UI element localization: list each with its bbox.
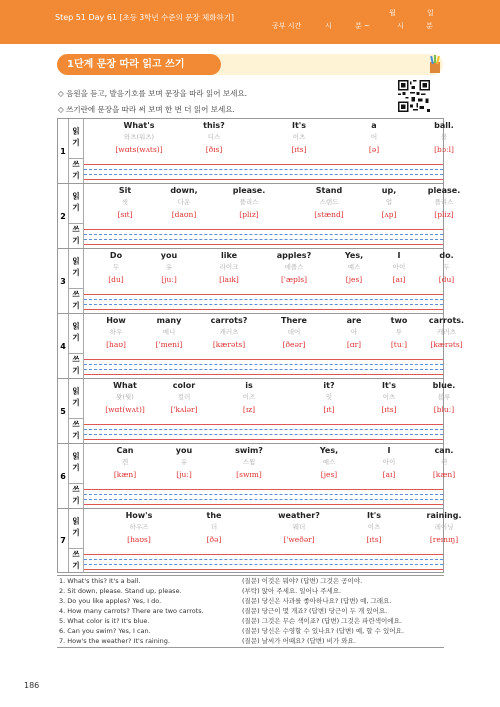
- word-cell: [374, 249, 424, 286]
- phonetic-symbol: [ɪts]: [291, 145, 307, 154]
- word-cell: [96, 314, 136, 351]
- korean-pronunciation: 캐러츠: [219, 328, 239, 336]
- stage-bar: [57, 54, 443, 75]
- korean-pronunciation: 라이크: [219, 263, 239, 271]
- guide-line-blue: [84, 559, 443, 560]
- english-word: It's: [381, 381, 396, 390]
- phonetic-symbol: [juː]: [176, 470, 192, 479]
- korean-pronunciation: 웨더: [292, 523, 306, 531]
- phonetic-symbol: [wɑts(wʌts)]: [115, 145, 163, 154]
- korean-pronunciation: 잇: [325, 393, 333, 401]
- write-label: 쓰기: [69, 549, 84, 573]
- korean-pronunciation: 플리스: [239, 198, 259, 206]
- phonetic-symbol: [kæn]: [432, 470, 456, 479]
- word-cell: [214, 184, 284, 221]
- guide-line-red: [84, 359, 443, 360]
- korean-pronunciation: 더: [210, 523, 218, 531]
- english-word: There: [281, 316, 307, 325]
- english-word: Do: [109, 251, 123, 260]
- word-cell: [100, 184, 150, 221]
- phonetic-symbol: [ðeər]: [282, 340, 306, 349]
- phonetic-symbol: [juː]: [161, 275, 177, 284]
- phonetic-symbol: ['kʌlər]: [170, 405, 198, 414]
- phonetic-symbol: [daʊn]: [171, 210, 197, 219]
- lesson-number: 5: [58, 379, 69, 443]
- word-grid: [84, 379, 456, 419]
- phonetic-symbol: [ðɪs]: [205, 145, 223, 154]
- lesson-number: 7: [58, 509, 69, 572]
- answer-english: 2. Sit down, please. Stand up, please.: [59, 587, 182, 595]
- writing-area[interactable]: [84, 224, 443, 248]
- word-cell: [154, 379, 214, 416]
- write-label: 쓰기: [69, 484, 84, 508]
- korean-pronunciation: 스탠드: [319, 198, 339, 206]
- guide-line-red: [84, 569, 443, 570]
- english-word: the: [206, 511, 222, 520]
- english-word: swim?: [235, 446, 263, 455]
- korean-pronunciation: 투: [395, 328, 403, 336]
- korean-pronunciation: 아: [350, 328, 358, 336]
- english-word: How: [106, 316, 126, 325]
- word-cell: [329, 314, 379, 351]
- word-cell: [104, 509, 174, 546]
- word-cell: [179, 509, 249, 546]
- english-word: down,: [170, 186, 198, 195]
- english-word: Yes,: [344, 251, 364, 260]
- read-label: 읽기: [69, 444, 84, 484]
- korean-pronunciation: 스윔: [242, 458, 256, 466]
- phonetic-symbol: [laɪk]: [219, 275, 239, 284]
- write-label: 쓰기: [69, 289, 84, 313]
- korean-pronunciation: 캐러츠: [437, 328, 456, 336]
- read-label: 읽기: [69, 509, 84, 549]
- korean-pronunciation: 왓(웟): [116, 393, 134, 401]
- answer-row: [57, 636, 444, 646]
- answer-english: 1. What's this? It's a ball.: [59, 577, 141, 585]
- korean-pronunciation: 와츠(워츠): [123, 133, 155, 141]
- guide-line-blue: [84, 499, 443, 500]
- guide-line-red: [84, 244, 443, 245]
- korean-pronunciation: 아이: [382, 458, 396, 466]
- date-day: 일: [427, 9, 434, 17]
- phonetic-symbol: [kærəts]: [430, 340, 463, 349]
- phonetic-symbol: [ə]: [368, 145, 380, 154]
- word-cell: [414, 379, 474, 416]
- phonetic-symbol: [reɪnɪŋ]: [429, 535, 459, 544]
- english-word: can.: [434, 446, 454, 455]
- english-word: blue.: [432, 381, 456, 390]
- english-word: is: [245, 381, 253, 390]
- guide-line-red: [84, 504, 443, 505]
- answer-row: [57, 616, 444, 626]
- korean-pronunciation: 두: [112, 263, 120, 271]
- word-cell: [264, 314, 324, 351]
- word-cell: [294, 184, 364, 221]
- english-word: please.: [427, 186, 461, 195]
- korean-pronunciation: 메니: [162, 328, 176, 336]
- lesson-number: 4: [58, 314, 69, 378]
- word-cell: [364, 184, 414, 221]
- phonetic-symbol: ['æpls]: [280, 275, 307, 284]
- guide-line-blue: [84, 174, 443, 175]
- word-grid: [84, 509, 462, 549]
- word-grid: [84, 314, 465, 354]
- word-cell: [179, 119, 249, 156]
- phonetic-symbol: [pliz]: [239, 210, 259, 219]
- lesson-number: 6: [58, 444, 69, 508]
- hour-end: 시: [397, 22, 404, 30]
- word-cell: [294, 444, 364, 481]
- pencil-cup-icon: [425, 54, 445, 74]
- english-word: I: [387, 446, 391, 455]
- answer-korean: (질문) 그것은 무슨 색이죠? (답변) 그것은 파란색이에요.: [242, 617, 402, 625]
- english-word: Can: [116, 446, 134, 455]
- english-word: many: [156, 316, 182, 325]
- korean-pronunciation: 캔: [121, 458, 129, 466]
- phonetic-symbol: [haʊ]: [106, 340, 126, 349]
- lesson-row: [57, 183, 461, 248]
- english-word: It's: [291, 121, 306, 130]
- word-cell: [329, 249, 379, 286]
- guide-line-blue: [84, 299, 443, 300]
- answer-english: 6. Can you swim? Yes, I can.: [59, 627, 151, 635]
- writing-area[interactable]: [84, 354, 443, 378]
- korean-pronunciation: 플리스: [434, 198, 454, 206]
- guide-line-blue: [84, 434, 443, 435]
- english-word: up,: [381, 186, 397, 195]
- english-word: a: [371, 121, 377, 130]
- answer-korean: (질문) 이것은 뭐야? (답변) 그것은 공이야.: [242, 577, 363, 585]
- answer-row: [57, 626, 444, 636]
- guide-line-red: [84, 374, 443, 375]
- minute-start: 분 ~: [355, 22, 370, 30]
- korean-pronunciation: 어: [370, 133, 378, 141]
- guide-line-blue: [84, 364, 443, 365]
- writing-area[interactable]: [84, 484, 443, 508]
- writing-area[interactable]: [84, 159, 443, 183]
- korean-pronunciation: 아이: [392, 263, 406, 271]
- word-cell: [264, 249, 324, 286]
- word-cell: [100, 379, 150, 416]
- phonetic-symbol: ['meni]: [155, 340, 183, 349]
- phonetic-symbol: [wɑt(wʌt)]: [105, 405, 145, 414]
- answer-row: [57, 606, 444, 616]
- lesson-row: [57, 248, 455, 313]
- minute-end: 분: [426, 22, 433, 30]
- answer-key: [57, 575, 444, 648]
- phonetic-symbol: [pliz]: [434, 210, 454, 219]
- guide-line-blue: [84, 169, 443, 170]
- english-word: color: [172, 381, 196, 390]
- korean-pronunciation: 캔: [440, 458, 448, 466]
- answer-english: 7. How's the weather? It's raining.: [59, 637, 170, 645]
- english-word: carrots.: [428, 316, 465, 325]
- page-number: 186: [24, 681, 40, 690]
- study-time-label: 공부 시간: [272, 22, 302, 30]
- step-label: Step 51 Day 61: [55, 13, 117, 22]
- english-word: I: [397, 251, 401, 260]
- answer-english: 3. Do you like apples? Yes, I do.: [59, 597, 162, 605]
- guide-line-red: [84, 424, 443, 425]
- guide-line-red: [84, 164, 443, 165]
- read-label: 읽기: [69, 119, 84, 159]
- word-grid: [84, 119, 454, 159]
- phonetic-symbol: ['weðər]: [283, 535, 315, 544]
- phonetic-symbol: [ɪts]: [366, 535, 382, 544]
- guide-line-blue: [84, 304, 443, 305]
- write-label: 쓰기: [69, 419, 84, 443]
- korean-pronunciation: 데어: [287, 328, 301, 336]
- korean-pronunciation: 볼: [440, 133, 448, 141]
- lesson-row: [57, 443, 456, 508]
- english-word: you: [175, 446, 193, 455]
- write-label: 쓰기: [69, 224, 84, 248]
- english-word: weather?: [278, 511, 320, 520]
- word-grid: [84, 184, 461, 224]
- answer-korean: (질문) 당신은 사과를 좋아하나요? (답변) 예, 그래요.: [242, 597, 392, 605]
- lesson-row: [57, 118, 454, 183]
- guide-line-red: [84, 489, 443, 490]
- guide-line-blue: [84, 239, 443, 240]
- guide-line-red: [84, 554, 443, 555]
- phonetic-symbol: [ɪt]: [323, 405, 335, 414]
- guide-line-blue: [84, 429, 443, 430]
- word-cell: [364, 444, 414, 481]
- word-cell: [339, 509, 409, 546]
- english-word: like: [220, 251, 237, 260]
- write-label: 쓰기: [69, 159, 84, 183]
- phonetic-symbol: [ɪz]: [242, 405, 256, 414]
- phonetic-symbol: [kæn]: [113, 470, 137, 479]
- word-cell: [154, 444, 214, 481]
- korean-pronunciation: 컬러: [177, 393, 191, 401]
- answer-korean: (질문) 당신은 수영할 수 있나요? (답변) 예, 할 수 있어요.: [242, 627, 404, 635]
- hour-start: 시: [325, 22, 332, 30]
- guide-line-red: [84, 439, 443, 440]
- korean-pronunciation: 이츠: [292, 133, 306, 141]
- word-cell: [419, 314, 474, 351]
- instruction-1: ◇ 음원을 듣고, 발음기호를 보며 문장을 따라 읽어 보세요.: [58, 89, 247, 98]
- phonetic-symbol: [sɪt]: [117, 210, 133, 219]
- answer-row: [57, 586, 444, 596]
- answer-korean: (부탁) 앉아 주세요. 일어나 주세요.: [242, 587, 342, 595]
- page-header: [0, 0, 500, 44]
- english-word: apples?: [276, 251, 312, 260]
- korean-pronunciation: 이즈: [242, 393, 256, 401]
- word-cell: [144, 314, 194, 351]
- korean-pronunciation: 블루: [437, 393, 451, 401]
- phonetic-symbol: [haʊs]: [127, 535, 151, 544]
- korean-pronunciation: 다운: [177, 198, 191, 206]
- english-word: carrots?: [210, 316, 248, 325]
- answer-korean: (질문) 당근이 몇 개죠? (답변) 당근이 두 개 있어요.: [242, 607, 388, 615]
- answer-row: [57, 576, 444, 586]
- guide-line-blue: [84, 234, 443, 235]
- instruction-2: ◇ 쓰기란에 문장을 따라 써 보며 한 번 더 읽어 보세요.: [58, 105, 235, 114]
- guide-line-blue: [84, 494, 443, 495]
- english-word: this?: [203, 121, 225, 130]
- guide-line-red: [84, 309, 443, 310]
- korean-pronunciation: 예스: [322, 458, 336, 466]
- write-label: 쓰기: [69, 354, 84, 378]
- english-word: ball.: [434, 121, 454, 130]
- phonetic-symbol: [jes]: [320, 470, 338, 479]
- phonetic-symbol: [ɪts]: [381, 405, 397, 414]
- word-cell: [414, 184, 474, 221]
- english-word: you: [160, 251, 178, 260]
- english-word: Yes,: [319, 446, 339, 455]
- english-word: How's: [125, 511, 153, 520]
- guide-line-red: [84, 229, 443, 230]
- guide-line-blue: [84, 369, 443, 370]
- word-cell: [104, 119, 174, 156]
- phonetic-symbol: [du]: [438, 275, 455, 284]
- korean-pronunciation: 예스: [347, 263, 361, 271]
- word-grid: [84, 444, 456, 484]
- guide-line-red: [84, 294, 443, 295]
- date-month: 월: [389, 9, 396, 17]
- english-word: What's: [123, 121, 155, 130]
- word-cell: [404, 119, 484, 156]
- lesson-row: [57, 378, 456, 443]
- word-cell: [264, 509, 334, 546]
- phonetic-symbol: [stænd]: [314, 210, 344, 219]
- qr-code[interactable]: [398, 80, 430, 112]
- phonetic-symbol: [tuː]: [390, 340, 408, 349]
- phonetic-symbol: [swɪm]: [236, 470, 262, 479]
- word-cell: [100, 444, 150, 481]
- word-cell: [339, 119, 409, 156]
- writing-area[interactable]: [84, 289, 443, 313]
- read-label: 읽기: [69, 184, 84, 224]
- lesson-row: [57, 313, 465, 378]
- step-subtitle: [초등 3학년 수준의 문장 체화하기]: [119, 13, 234, 22]
- phonetic-symbol: [bɔːl]: [434, 145, 454, 154]
- english-word: do.: [439, 251, 454, 260]
- phonetic-symbol: [aɪ]: [392, 275, 406, 284]
- answer-english: 5. What color is it? It's blue.: [59, 617, 150, 625]
- answer-row: [57, 596, 444, 606]
- english-word: please.: [232, 186, 266, 195]
- phonetic-symbol: [aɪ]: [382, 470, 396, 479]
- lesson-number: 2: [58, 184, 69, 248]
- lesson-row: [57, 508, 462, 573]
- lesson-number: 1: [58, 119, 69, 183]
- guide-line-red: [84, 179, 443, 180]
- word-cell: [214, 444, 284, 481]
- phonetic-symbol: [ɑr]: [346, 340, 362, 349]
- read-label: 읽기: [69, 314, 84, 354]
- word-cell: [199, 314, 259, 351]
- english-word: Stand: [315, 186, 343, 195]
- word-cell: [144, 249, 194, 286]
- word-cell: [419, 249, 474, 286]
- korean-pronunciation: 씻: [121, 198, 129, 206]
- phonetic-symbol: [ðə]: [206, 535, 222, 544]
- korean-pronunciation: 유: [165, 263, 173, 271]
- answer-korean: (질문) 날씨가 어때요? (답변) 비가 와요.: [242, 637, 356, 645]
- english-word: What: [113, 381, 137, 390]
- writing-area[interactable]: [84, 419, 443, 443]
- english-word: raining.: [426, 511, 462, 520]
- korean-pronunciation: 애플스: [284, 263, 304, 271]
- korean-pronunciation: 하우: [109, 328, 123, 336]
- korean-pronunciation: 이츠: [382, 393, 396, 401]
- word-cell: [294, 379, 364, 416]
- korean-pronunciation: 이츠: [367, 523, 381, 531]
- word-cell: [374, 314, 424, 351]
- lesson-number: 3: [58, 249, 69, 313]
- answer-english: 4. How many carrots? There are two carrots.: [59, 607, 204, 615]
- english-word: two: [390, 316, 408, 325]
- read-label: 읽기: [69, 379, 84, 419]
- english-word: Sit: [118, 186, 132, 195]
- word-cell: [414, 444, 474, 481]
- phonetic-symbol: [kærəts]: [212, 340, 246, 349]
- english-word: It's: [366, 511, 381, 520]
- english-word: it?: [323, 381, 335, 390]
- word-cell: [404, 509, 484, 546]
- guide-line-blue: [84, 564, 443, 565]
- word-cell: [199, 249, 259, 286]
- word-cell: [154, 184, 214, 221]
- korean-pronunciation: 하우즈: [129, 523, 149, 531]
- english-word: are: [346, 316, 362, 325]
- phonetic-symbol: [jes]: [345, 275, 363, 284]
- word-grid: [84, 249, 455, 289]
- word-cell: [264, 119, 334, 156]
- step-title: [55, 12, 234, 23]
- phonetic-symbol: [ʌp]: [381, 210, 397, 219]
- word-cell: [96, 249, 136, 286]
- word-cell: [214, 379, 284, 416]
- stage-label: 1단계 문장 따라 읽고 쓰기: [57, 54, 221, 75]
- writing-area[interactable]: [84, 549, 443, 573]
- word-cell: [364, 379, 414, 416]
- korean-pronunciation: 유: [180, 458, 188, 466]
- read-label: 읽기: [69, 249, 84, 289]
- phonetic-symbol: [bluː]: [433, 405, 455, 414]
- korean-pronunciation: 디스: [207, 133, 221, 141]
- korean-pronunciation: 두: [443, 263, 450, 271]
- korean-pronunciation: 업: [385, 198, 393, 206]
- phonetic-symbol: [du]: [108, 275, 124, 284]
- lesson-table: [57, 118, 465, 573]
- korean-pronunciation: 레이닝: [434, 523, 454, 531]
